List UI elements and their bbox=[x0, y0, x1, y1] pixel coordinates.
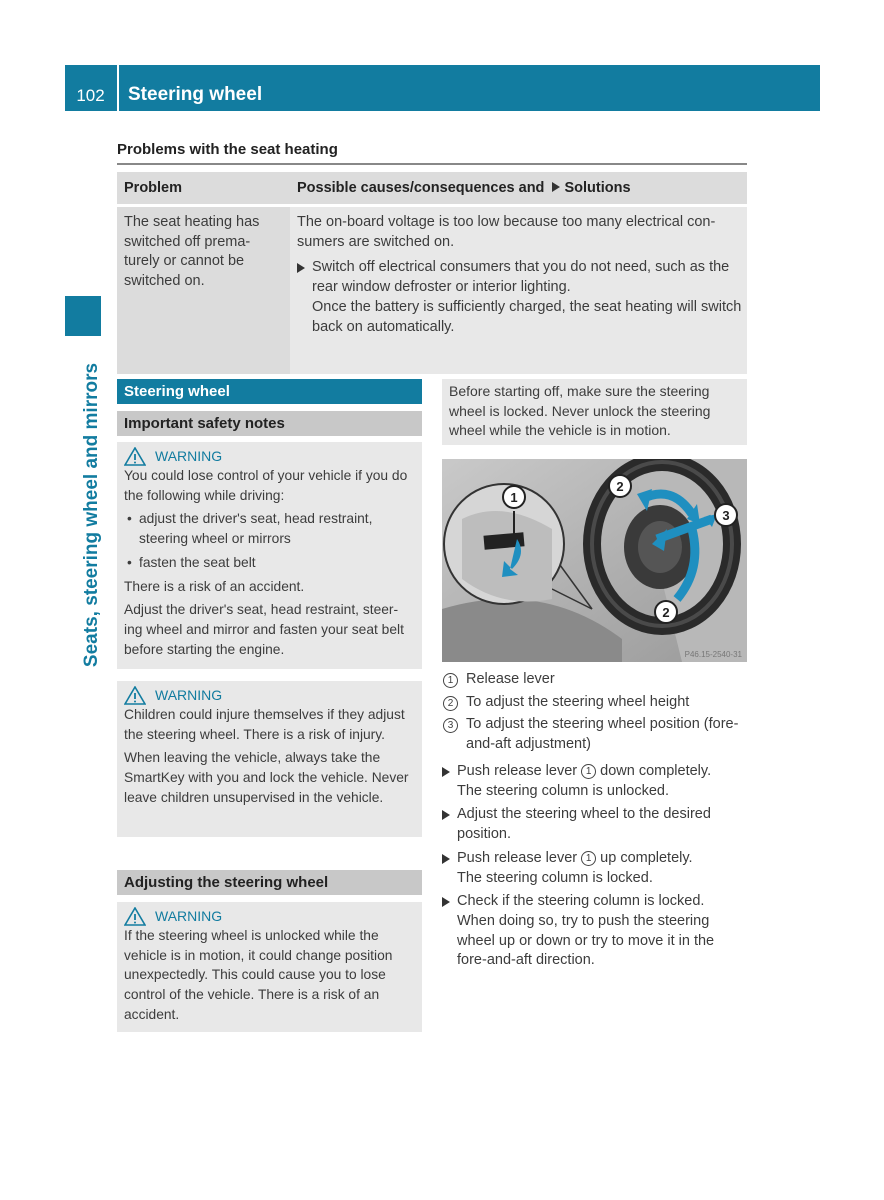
column-header-causes-text: Possible causes/consequences and bbox=[297, 180, 545, 196]
subsection-title-adjusting: Adjusting the steering wheel bbox=[124, 874, 329, 891]
warning-box-1 bbox=[117, 442, 422, 669]
instruction-step bbox=[442, 892, 747, 971]
step-number: 1 bbox=[581, 764, 596, 779]
chapter-tab-marker bbox=[65, 296, 101, 336]
subsection-title-safety: Important safety notes bbox=[124, 415, 285, 432]
warning-box-2 bbox=[117, 681, 422, 837]
warning-advice: Adjust the driver's seat, head restraint, steer-ing wheel and mirror and fasten your seat belt before starting the engine. bbox=[124, 602, 404, 657]
warning-text: When leaving the vehicle, always take the SmartKey with you and lock the vehicle. Never leave children unsupervised in the vehicle. bbox=[124, 750, 409, 805]
legend-item bbox=[442, 693, 747, 713]
step-text: down completely. bbox=[600, 763, 712, 779]
warning-bullet: • adjust the driver's seat, head restraint, steering wheel or mirrors bbox=[124, 509, 415, 548]
section-title: Steering wheel bbox=[124, 383, 230, 400]
column-header-causes bbox=[297, 180, 631, 196]
step-number: 1 bbox=[581, 851, 596, 866]
warning-header bbox=[124, 446, 422, 466]
warning-triangle-icon bbox=[124, 907, 146, 926]
step-text: Adjust the steering wheel to the desired position. bbox=[457, 806, 711, 843]
warning-bullet: • fasten the seat belt bbox=[124, 553, 415, 573]
problems-heading: Problems with the seat heating bbox=[117, 141, 338, 158]
svg-text:2: 2 bbox=[662, 605, 670, 620]
warning-label: WARNING bbox=[155, 687, 223, 703]
legend-text: To adjust the steering wheel position (fore-and-aft adjustment) bbox=[466, 716, 739, 753]
warning-triangle-icon bbox=[124, 447, 146, 466]
svg-text:2: 2 bbox=[616, 479, 624, 494]
svg-text:1: 1 bbox=[510, 490, 518, 505]
page-title: Steering wheel bbox=[128, 84, 263, 105]
legend-number: 1 bbox=[443, 673, 458, 688]
legend-item bbox=[442, 715, 747, 754]
svg-text:3: 3 bbox=[722, 508, 730, 523]
instruction-step bbox=[442, 805, 747, 844]
header-divider bbox=[117, 65, 119, 111]
step-text: Check if the steering column is locked. bbox=[457, 893, 705, 910]
step-text: Push release lever bbox=[457, 763, 578, 779]
chapter-tab-label: Seats, steering wheel and mirrors bbox=[81, 362, 102, 668]
arrow-right-icon bbox=[442, 767, 450, 777]
instruction-step bbox=[442, 849, 747, 888]
step-result: The steering column is locked. bbox=[457, 869, 653, 886]
warning-intro: You could lose control of your vehicle if you do the following while driving: bbox=[124, 468, 408, 503]
step-text: up completely. bbox=[600, 849, 693, 866]
warning-triangle-icon bbox=[124, 686, 146, 705]
step-result: The steering column is unlocked. bbox=[457, 782, 669, 799]
warning-header bbox=[124, 906, 422, 926]
arrow-right-icon bbox=[442, 854, 450, 864]
arrow-right-icon bbox=[442, 810, 450, 820]
page-header bbox=[65, 65, 820, 111]
causes-cell bbox=[297, 213, 742, 337]
info-box bbox=[442, 379, 747, 445]
table-row bbox=[117, 207, 747, 374]
problems-table bbox=[117, 172, 747, 374]
table-header-row bbox=[117, 172, 747, 204]
solution-step bbox=[297, 258, 742, 337]
warning-label: WARNING bbox=[155, 908, 223, 924]
warning-box-3 bbox=[117, 902, 422, 1032]
page-number: 102 bbox=[76, 86, 105, 105]
legend-item bbox=[442, 670, 747, 690]
legend-text: To adjust the steering wheel height bbox=[466, 693, 690, 710]
column-header-solutions-text: Solutions bbox=[564, 180, 631, 196]
illustration-legend bbox=[442, 670, 747, 758]
instruction-step bbox=[442, 762, 747, 801]
subsection-title-bar bbox=[117, 411, 422, 436]
info-text: Before starting off, make sure the steering wheel is locked. Never unlock the steering wheel while the vehicle is in motion. bbox=[449, 383, 711, 439]
column-header-problem: Problem bbox=[124, 180, 183, 196]
arrow-right-icon bbox=[297, 263, 305, 273]
warning-header bbox=[124, 685, 422, 705]
warning-text: Children could injure themselves if they adjust the steering wheel. There is a risk of injury. bbox=[124, 707, 405, 742]
warning-risk: There is a risk of an accident. bbox=[124, 578, 305, 594]
instruction-steps bbox=[442, 762, 747, 975]
solution-result: Once the battery is sufficiently charged, the seat heating will switch back on automatically. bbox=[312, 298, 742, 335]
arrow-right-icon bbox=[442, 897, 450, 907]
section-title-bar bbox=[117, 379, 422, 404]
warning-text: If the steering wheel is unlocked while the vehicle is in motion, it could change position unexpectedly. This could cause you to lose control of the vehicle. There is a risk of an accident. bbox=[124, 928, 393, 1022]
solution-text: Switch off electrical consumers that you do not need, such as the rear window defroster or interior lighting. bbox=[312, 259, 730, 296]
illustration-code: P46.15-2540-31 bbox=[684, 650, 742, 659]
steering-wheel-illustration bbox=[442, 459, 747, 662]
legend-number: 2 bbox=[443, 696, 458, 711]
step-text: Push release lever bbox=[457, 849, 578, 866]
problem-text: The seat heating has switched off prema-turely or cannot be switched on. bbox=[124, 214, 260, 290]
legend-text: Release lever bbox=[466, 671, 555, 687]
subsection-title-bar bbox=[117, 870, 422, 895]
steering-wheel-drawing bbox=[442, 459, 747, 662]
heading-rule bbox=[117, 163, 747, 165]
step-result: When doing so, try to push the steering wheel up or down or try to move it in the fore-and-aft direction. bbox=[457, 912, 715, 969]
arrow-right-icon bbox=[552, 182, 560, 192]
warning-label: WARNING bbox=[155, 448, 223, 464]
cause-text: The on-board voltage is too low because too many electrical con-sumers are switched on. bbox=[297, 214, 716, 250]
problem-cell bbox=[117, 207, 290, 374]
legend-number: 3 bbox=[443, 718, 458, 733]
